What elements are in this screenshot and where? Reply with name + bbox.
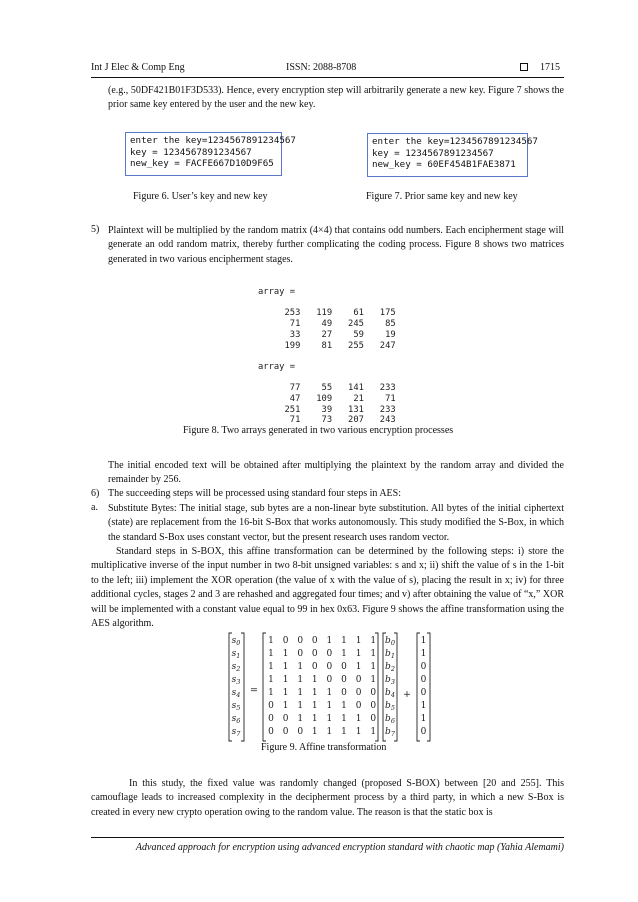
b-vector-entry: $b_2$ [385, 662, 395, 673]
matrix-cell: 0 [268, 714, 274, 724]
b-vector-entry: $b_1$ [385, 649, 395, 660]
matrix-cell: 1 [311, 727, 318, 737]
constant-vector-entry: 1 [420, 649, 427, 659]
array-spacer [258, 373, 396, 384]
paragraph-after-fig8: The initial encoded text will be obtained after multiplying the plaintext by the random array and divided the remainder by 256. [108, 460, 564, 486]
itema-label: a. [91, 502, 98, 513]
matrix-cell: 0 [268, 727, 274, 737]
fig7-line: new_key = 60EF454B1FAE3871 [372, 159, 516, 171]
array-row: 199 81 255 247 [258, 340, 396, 351]
matrix-cell: 0 [370, 701, 377, 711]
matrix-cell: 0 [341, 688, 347, 698]
array-row: 33 27 59 19 [258, 329, 396, 340]
matrix-cell: 1 [311, 714, 318, 724]
matrix-cell: 1 [297, 701, 304, 711]
fig7-line: key = 1234567891234567 [372, 147, 494, 159]
matrix-cell: 1 [268, 675, 274, 685]
b-vector-entry: $b_3$ [385, 675, 395, 686]
item5-number: 5) [91, 224, 100, 235]
footer-rule [91, 837, 564, 838]
matrix-cell: 1 [341, 636, 347, 646]
array-row: 71 49 245 85 [258, 319, 396, 330]
array-spacer [258, 298, 396, 309]
matrix-cell: 1 [341, 649, 347, 659]
matrix-cell: 0 [326, 649, 333, 659]
matrix-cell: 1 [370, 649, 377, 659]
matrix-cell: 0 [297, 649, 304, 659]
b-vector-entry: $b_5$ [385, 701, 395, 712]
matrix-cell: 0 [341, 675, 347, 685]
s-vector-entry: $s_6$ [231, 714, 241, 725]
matrix-cell: 1 [341, 727, 347, 737]
matrix-cell: 0 [282, 636, 289, 646]
matrix-cell: 0 [370, 714, 377, 724]
s-vector-entry: $s_2$ [231, 662, 241, 673]
s-vector-entry: $s_7$ [231, 727, 241, 738]
array-row: 251 39 131 233 [258, 404, 396, 415]
matrix-cell: 1 [282, 662, 289, 672]
matrix-cell: 0 [311, 662, 318, 672]
matrix-cell: 1 [326, 701, 333, 711]
fig8-caption: Figure 8. Two arrays generated in two various encryption processes [183, 425, 454, 436]
s-vector-entry: $s_5$ [231, 701, 241, 712]
matrix-cell: 1 [355, 636, 362, 646]
matrix-bracket [263, 633, 378, 741]
fig9-caption: Figure 9. Affine transformation [261, 742, 387, 753]
itema-text: Substitute Bytes: The initial stage, sub bytes are a non-linear byte substitution. All bytes of the initial ciphertext (state) are replacement from the 16-bit S-Box that works autonomously. This study modified the S-Box, in which the standard S-Box uses constant vector, but the present research uses random vector. [108, 503, 564, 543]
s-vector-bracket [229, 633, 244, 741]
sbox-paragraph: Standard steps in S-BOX, this affine transformation can be determined by the following steps: i) store the multiplicative inverse of the input number in two 8-bit unsigned variables: s and x; ii) shift the value of s in the 1-bit to the left; iii) implement the XOR operation (the value of x with the value of s), placing the result in x; iv) for three additional cycles, stages 2 and 3 are rehashed and aggregated four times; and v) after obtaining the value of “x,” XOR will be implemented with a constant value equal to 99 in hex 0x63. Figure 9 shows the affine transformation using the AES algorithm. [91, 546, 564, 630]
array-row: 47 109 21 71 [258, 394, 396, 405]
item6-number: 6) [91, 488, 100, 499]
matrix-cell: 1 [341, 714, 347, 724]
matrix-cell: 1 [341, 701, 347, 711]
fig6-line: key = 1234567891234567 [130, 146, 252, 158]
plus-sign: + [403, 689, 411, 700]
matrix-cell: 1 [297, 675, 304, 685]
matrix-cell: 0 [282, 727, 289, 737]
b-vector-entry: $b_0$ [385, 636, 395, 647]
matrix-cell: 1 [268, 688, 274, 698]
matrix-cell: 1 [370, 662, 377, 672]
issn: ISSN: 2088-8708 [286, 62, 357, 73]
matrix-cell: 1 [268, 636, 274, 646]
header-rule [91, 77, 564, 78]
matrix-cell: 1 [311, 688, 318, 698]
fig6-line: enter the key=1234567891234567 [130, 135, 296, 146]
matrix-cell: 1 [326, 727, 333, 737]
item6-text: The succeeding steps will be processed using standard four steps in AES: [108, 488, 401, 499]
equals-sign: = [250, 685, 258, 696]
footer-citation: Advanced approach for encryption using advanced encryption standard with chaotic map (Yahia Alemami) [135, 842, 564, 853]
matrix-cell: 0 [370, 688, 377, 698]
final-paragraph: In this study, the fixed value was randomly changed (proposed S-BOX) between [20 and 255]. This camouflage leads to increased complexity in the decipherment process by a third party, in which a new S-Box is created in every new crypto operation owing to the random value. The reason is that the static box is [91, 778, 564, 818]
matrix-cell: 1 [370, 727, 377, 737]
fig8-arrays [258, 287, 396, 426]
matrix-cell: 1 [370, 675, 377, 685]
fig6-caption: Figure 6. User’s key and new key [133, 191, 268, 202]
fig6-terminal [125, 132, 296, 176]
matrix-cell: 0 [297, 636, 304, 646]
matrix-cell: 0 [355, 675, 362, 685]
fig7-caption: Figure 7. Prior same key and new key [366, 191, 518, 202]
matrix-cell: 1 [355, 662, 362, 672]
matrix-cell: 1 [311, 675, 318, 685]
constant-vector-entry: 1 [420, 636, 427, 646]
array-label: array = [258, 361, 296, 372]
constant-vector-entry: 0 [420, 675, 427, 685]
constant-vector-entry: 0 [420, 662, 427, 672]
constant-vector-entry: 0 [420, 727, 427, 737]
matrix-cell: 1 [355, 649, 362, 659]
constant-vector-bracket [417, 633, 430, 741]
matrix-cell: 0 [311, 649, 318, 659]
constant-vector-entry: 1 [420, 701, 427, 711]
b-vector-entry: $b_6$ [385, 714, 395, 725]
matrix-cell: 1 [370, 636, 377, 646]
fig7-terminal [367, 133, 538, 177]
matrix-cell: 1 [297, 688, 304, 698]
checkbox-icon [520, 63, 528, 71]
matrix-cell: 1 [326, 714, 333, 724]
array-row: 77 55 141 233 [258, 383, 396, 394]
page-number: 1715 [540, 62, 560, 73]
matrix-cell: 0 [311, 636, 318, 646]
matrix-cell: 1 [268, 649, 274, 659]
matrix-cell: 0 [326, 675, 333, 685]
b-vector-entry: $b_7$ [385, 727, 395, 738]
matrix-cell: 0 [268, 701, 274, 711]
matrix-cell: 1 [268, 662, 274, 672]
matrix-cell: 0 [355, 688, 362, 698]
matrix-cell: 0 [341, 662, 347, 672]
matrix-cell: 0 [355, 701, 362, 711]
fig6-line: new_key = FACFE667D10D9F65 [130, 158, 274, 170]
item5-text: Plaintext will be multiplied by the random matrix (4×4) that contains odd numbers. Each encipherment stage will generate an odd random matrix, thereby further complicating the coding process. Figure 8 shows two matrices generated in two various encipherment stages. [108, 225, 564, 265]
matrix-cell: 1 [311, 701, 318, 711]
matrix-cell: 0 [297, 727, 304, 737]
matrix-cell: 1 [282, 675, 289, 685]
array-label: array = [258, 287, 296, 297]
matrix-cell: 1 [326, 636, 333, 646]
matrix-cell: 1 [282, 701, 289, 711]
s-vector-entry: $s_0$ [231, 636, 241, 647]
matrix-cell: 0 [282, 714, 289, 724]
matrix-cell: 1 [355, 714, 362, 724]
array-spacer [258, 351, 396, 362]
s-vector-entry: $s_1$ [231, 649, 241, 660]
array-row: 253 119 61 175 [258, 308, 396, 319]
fig7-line: enter the key=1234567891234567 [372, 136, 538, 147]
s-vector-entry: $s_4$ [231, 688, 241, 699]
matrix-cell: 1 [282, 649, 289, 659]
s-vector-entry: $s_3$ [231, 675, 241, 686]
matrix-cell: 1 [355, 727, 362, 737]
constant-vector-entry: 0 [420, 688, 427, 698]
matrix-cell: 1 [297, 662, 304, 672]
b-vector-entry: $b_4$ [385, 688, 395, 699]
array-row: 71 73 207 243 [258, 415, 396, 426]
matrix-cell: 1 [326, 688, 333, 698]
matrix-cell: 1 [282, 688, 289, 698]
journal-name: Int J Elec & Comp Eng [91, 62, 185, 73]
constant-vector-entry: 1 [420, 714, 427, 724]
intro-paragraph: (e.g., 50DF421B01F3D533). Hence, every encryption step will arbitrarily generate a new key. Figure 7 shows the prior same key entered by the user and the new key. [108, 85, 564, 111]
b-vector-bracket [383, 633, 397, 741]
matrix-cell: 1 [297, 714, 304, 724]
matrix-cell: 0 [326, 662, 333, 672]
